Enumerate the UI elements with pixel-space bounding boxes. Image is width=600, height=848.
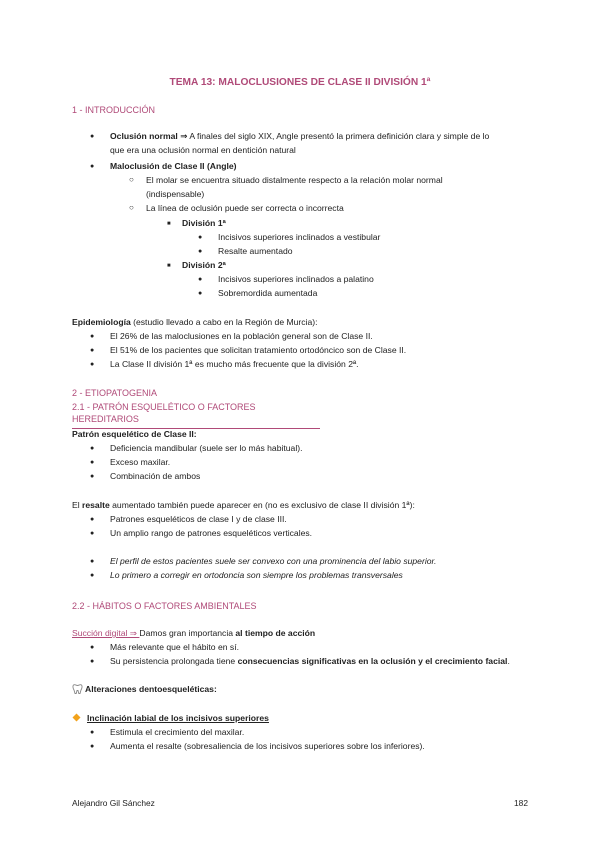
list-item: ● La Clase II división 1ª es mucho más frecuente que la división 2ª. (110, 359, 359, 371)
list-item: ● El perfil de estos pacientes suele ser convexo con una prominencia del labio superior. (110, 556, 436, 568)
list-item: ● Oclusión normal ⇒ A finales del siglo XIX, Angle presentó la primera definición clara y simple de lo (110, 131, 530, 143)
list-item: ● El 26% de las maloclusiones en la población general son de Clase II. (110, 331, 373, 343)
list-item: ● Resalte aumentado (218, 246, 293, 258)
paragraph: El resalte aumentado también puede aparecer en (no es exclusivo de clase II división 1ª): (72, 500, 415, 510)
list-item: ■ División 1ª (182, 218, 226, 230)
page-number: 182 (514, 798, 528, 808)
list-item: ● Deficiencia mandibular (suele ser lo más habitual). (110, 443, 303, 455)
paragraph-label: Patrón esquelético de Clase II: (72, 429, 197, 439)
paragraph: Alteraciones dentoesqueléticas: (72, 684, 217, 698)
list-item: ● Más relevante que el hábito en sí. (110, 642, 239, 654)
footer-author: Alejandro Gil Sánchez (72, 798, 155, 808)
list-item: ● Lo primero a corregir en ortodoncia son siempre los problemas transversales (110, 570, 403, 582)
list-item: ● Su persistencia prolongada tiene consecuencias significativas en la oclusión y el crecimiento facial. (110, 656, 510, 668)
list-item: ● Combinación de ambos (110, 471, 200, 483)
list-item: ● El 51% de los pacientes que solicitan tratamiento ortodóncico son de Clase II. (110, 345, 406, 357)
subsection-heading-patron: 2.1 - PATRÓN ESQUELÉTICO O FACTORES HEREDITARIOS (72, 401, 320, 429)
list-item: ○ La línea de oclusión puede ser correcta o incorrecta (146, 203, 344, 215)
paragraph: Inclinación labial de los incisivos superiores (72, 713, 269, 726)
subsection-heading-habitos: 2.2 - HÁBITOS O FACTORES AMBIENTALES (72, 601, 257, 611)
list-item: ● Aumenta el resalte (sobresaliencia de los incisivos superiores sobre los inferiores). (110, 741, 425, 753)
list-item: ● Maloclusión de Clase II (Angle) (110, 161, 237, 173)
list-item: ■ División 2ª (182, 260, 226, 272)
list-item: ● Un amplio rango de patrones esqueléticos verticales. (110, 528, 312, 540)
section-heading-introduccion: 1 - INTRODUCCIÓN (72, 105, 155, 115)
section-heading-etiopatogenia: 2 - ETIOPATOGENIA (72, 388, 158, 398)
list-item: ● Patrones esqueléticos de clase I y de clase III. (110, 514, 287, 526)
list-item: ● Incisivos superiores inclinados a vestibular (218, 232, 380, 244)
list-item: ● Sobremordida aumentada (218, 288, 317, 300)
succion-digital-link[interactable]: Succión digital ⇒ (72, 628, 140, 638)
tooth-icon (72, 684, 83, 698)
list-item-continuation: (indispensable) (146, 189, 205, 199)
list-item-continuation: que era una oclusión normal en dentición natural (110, 145, 296, 155)
paragraph: Succión digital ⇒ Damos gran importancia al tiempo de acción (72, 628, 316, 638)
list-item: ● Incisivos superiores inclinados a palatino (218, 274, 374, 286)
diamond-icon (72, 713, 81, 726)
list-item: ● Estimula el crecimiento del maxilar. (110, 727, 244, 739)
list-item: ● Exceso maxilar. (110, 457, 170, 469)
paragraph: Epidemiología (estudio llevado a cabo en la Región de Murcia): (72, 317, 318, 327)
page-title: TEMA 13: MALOCLUSIONES DE CLASE II DIVISIÓN 1ª (169, 77, 431, 88)
list-item: ○ El molar se encuentra situado distalmente respecto a la relación molar normal (146, 175, 530, 187)
